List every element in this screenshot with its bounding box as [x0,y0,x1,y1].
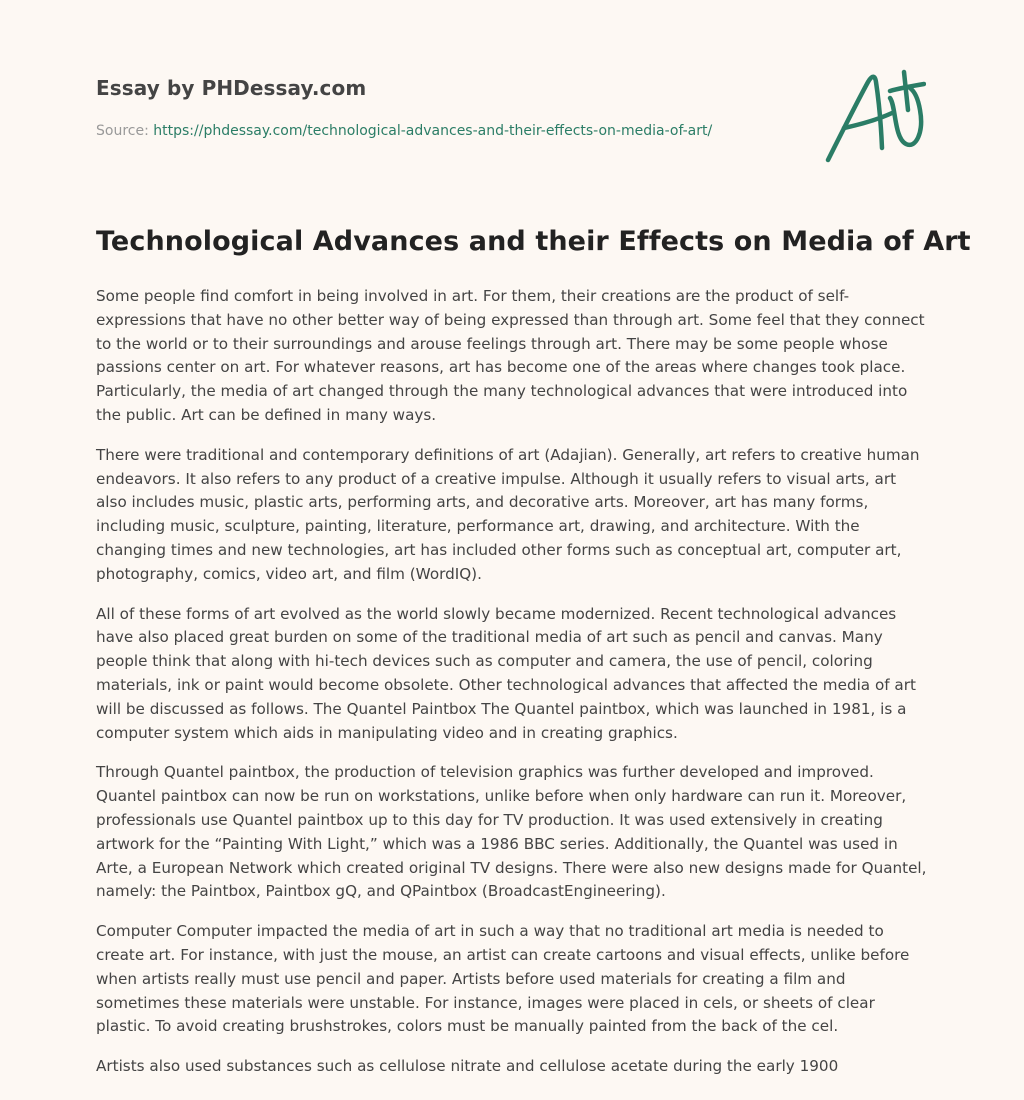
essay-paragraph: All of these forms of art evolved as the world slowly became modernized. Recent technological advances have also placed great burden on some of the traditional media of art such as pencil and canvas. Many people think that along with hi-tech devices such as computer and camera, the use of pencil, coloring materials, ink or paint would become obsolete. Other technological advances that affected the media of art will be discussed as follows. The Quantel Paintbox The Quantel paintbox, which was launched in 1981, is a computer system which aids in manipulating video and in creating graphics. [96,604,916,742]
essay-paragraph: Artists also used substances such as cellulose nitrate and cellulose acetate during the early 1900 [96,1057,839,1076]
essay-paragraph: There were traditional and contemporary definitions of art (Adajian). Generally, art refers to creative human endeavors. It also refers to any product of a creative impulse. Although it usually refers to visual arts, art also includes music, plastic arts, performing arts, and decorative arts. Moreover, art has many forms, including music, sculpture, painting, literature, performance art, drawing, and architecture. With the changing times and new technologies, art has included other forms such as conceptual art, computer art, photography, comics, video art, and film (WordIQ). [96,445,920,583]
page-header [96,0,928,200]
essay-paragraph: Computer Computer impacted the media of art in such a way that no traditional art media is needed to create art. For instance, with just the mouse, an artist can create cartoons and visual effects, unlike before when artists really must use pencil and paper. Artists before used materials for creating a film and sometimes these materials were unstable. For instance, images were placed in cels, or sheets of clear plastic. To avoid creating brushstrokes, colors must be manually painted from the back of the cel. [96,922,910,1036]
brand-title: Essay by PHDessay.com [96,76,367,100]
essay-title: Technological Advances and their Effects on Media of Art [96,226,971,257]
a-plus-logo-icon [824,66,926,164]
source-link[interactable]: https://phdessay.com/technological-advances-and-their-effects-on-media-of-art/ [153,123,713,139]
source-line [96,123,712,139]
essay-paragraph: Through Quantel paintbox, the production of television graphics was further developed and improved. Quantel paintbox can now be run on workstations, unlike before when only hardware can run it. Moreover, professionals use Quantel paintbox up to this day for TV production. It was used extensively in creating artwork for the “Painting With Light,” which was a 1986 BBC series. Additionally, the Quantel was used in Arte, a European Network which created original TV designs. There were also new designs made for Quantel, namely: the Paintbox, Paintbox gQ, and QPaintbox (BroadcastEngineering). [96,763,927,901]
source-label: Source: [96,123,154,139]
essay-paragraph: Some people find comfort in being involved in art. For them, their creations are the product of self-expressions that have no other better way of being expressed than through art. Some feel that they connect to the world or to their surroundings and arouse feelings through art. There may be some people whose passions center on art. For whatever reasons, art has become one of the areas where changes took place. Particularly, the media of art changed through the many technological advances that were introduced into the public. Art can be defined in many ways. [96,287,925,424]
essay-content [96,285,928,1095]
a-plus-logo [824,66,926,164]
